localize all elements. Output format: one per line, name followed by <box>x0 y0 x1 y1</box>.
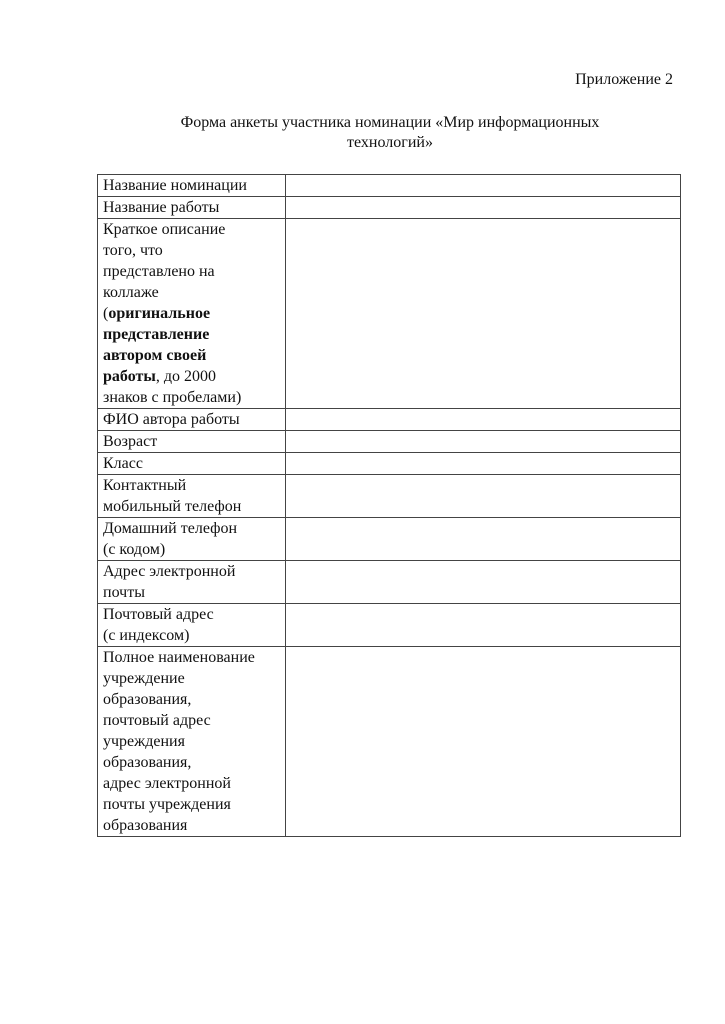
field-label-line <box>103 453 281 474</box>
form-row-work-name <box>98 197 681 219</box>
field-label-text: Возраст <box>103 433 158 450</box>
form-row-nomination-name <box>98 175 681 197</box>
field-label-line <box>103 752 281 773</box>
form-row-mobile-phone <box>98 475 681 518</box>
field-label-text: образования, <box>103 691 192 708</box>
field-label-postal-address <box>98 604 286 647</box>
field-label-line <box>103 197 281 218</box>
field-label-line <box>103 324 281 345</box>
field-label-line <box>103 518 281 539</box>
field-label-line <box>103 219 281 240</box>
form-row-description <box>98 219 681 409</box>
field-label-line <box>103 604 281 625</box>
field-label-author-name <box>98 409 286 431</box>
form-row-institution <box>98 647 681 837</box>
field-value-nomination-name[interactable] <box>286 175 681 197</box>
field-label-line <box>103 261 281 282</box>
field-label-line <box>103 668 281 689</box>
field-label-line <box>103 282 281 303</box>
field-label-text: почтовый адрес <box>103 712 211 729</box>
field-label-text: знаков с пробелами) <box>103 389 242 406</box>
field-label-line <box>103 710 281 731</box>
field-label-line <box>103 561 281 582</box>
field-label-text: учреждения <box>103 733 185 750</box>
field-label-line <box>103 409 281 430</box>
field-label-text: коллаже <box>103 284 159 301</box>
field-label-line <box>103 303 281 324</box>
field-label-email <box>98 561 286 604</box>
field-value-postal-address[interactable] <box>286 604 681 647</box>
form-title-line-2: технологий» <box>347 134 433 151</box>
questionnaire-table <box>97 174 681 837</box>
field-label-bold-text: работы <box>103 368 156 385</box>
field-label-line <box>103 496 281 517</box>
field-label-nomination-name <box>98 175 286 197</box>
field-value-work-name[interactable] <box>286 197 681 219</box>
field-label-line <box>103 794 281 815</box>
field-value-home-phone[interactable] <box>286 518 681 561</box>
field-label-line <box>103 539 281 560</box>
field-label-text: Краткое описание <box>103 221 226 238</box>
field-value-author-name[interactable] <box>286 409 681 431</box>
field-value-email[interactable] <box>286 561 681 604</box>
field-label-age <box>98 431 286 453</box>
form-row-home-phone <box>98 518 681 561</box>
field-label-text: Контактный <box>103 477 187 494</box>
field-label-text: Адрес электронной <box>103 563 236 580</box>
field-label-bold-text: оригинальное <box>108 305 211 322</box>
field-label-line <box>103 815 281 836</box>
field-label-line <box>103 387 281 408</box>
field-value-grade[interactable] <box>286 453 681 475</box>
field-value-age[interactable] <box>286 431 681 453</box>
field-label-text: , до 2000 <box>155 368 216 385</box>
field-label-line <box>103 175 281 196</box>
field-label-text: образования, <box>103 754 192 771</box>
field-label-line <box>103 366 281 387</box>
field-label-text: Название номинации <box>103 177 247 194</box>
field-label-line <box>103 582 281 603</box>
field-label-text: образования <box>103 817 188 834</box>
field-label-line <box>103 345 281 366</box>
field-label-line <box>103 431 281 452</box>
field-label-line <box>103 773 281 794</box>
field-label-text: учреждение <box>103 670 185 687</box>
form-title-line-1: Форма анкеты участника номинации «Мир информационных <box>180 114 600 131</box>
field-label-text: мобильный телефон <box>103 498 242 515</box>
field-label-line <box>103 731 281 752</box>
field-value-description[interactable] <box>286 219 681 409</box>
field-label-text: (с индексом) <box>103 627 190 644</box>
field-label-bold-text: представление <box>103 326 210 343</box>
field-label-line <box>103 240 281 261</box>
field-label-home-phone <box>98 518 286 561</box>
field-label-mobile-phone <box>98 475 286 518</box>
field-label-text: Домашний телефон <box>103 520 238 537</box>
field-label-institution <box>98 647 286 837</box>
field-label-line <box>103 625 281 646</box>
field-label-description <box>98 219 286 409</box>
field-label-text: Почтовый адрес <box>103 606 214 623</box>
field-value-mobile-phone[interactable] <box>286 475 681 518</box>
field-value-institution[interactable] <box>286 647 681 837</box>
field-label-text: ФИО автора работы <box>103 411 240 428</box>
appendix-label: Приложение 2 <box>575 71 673 88</box>
form-row-grade <box>98 453 681 475</box>
field-label-line <box>103 689 281 710</box>
field-label-text: представлено на <box>103 263 215 280</box>
field-label-work-name <box>98 197 286 219</box>
form-row-email <box>98 561 681 604</box>
form-row-postal-address <box>98 604 681 647</box>
field-label-text: почты учреждения <box>103 796 231 813</box>
field-label-text: (с кодом) <box>103 541 166 558</box>
field-label-grade <box>98 453 286 475</box>
form-row-author-name <box>98 409 681 431</box>
form-row-age <box>98 431 681 453</box>
field-label-text: Класс <box>103 455 143 472</box>
field-label-text: Полное наименование <box>103 649 255 666</box>
field-label-line <box>103 647 281 668</box>
field-label-text: почты <box>103 584 145 601</box>
field-label-line <box>103 475 281 496</box>
field-label-text: того, что <box>103 242 163 259</box>
form-title <box>90 113 690 153</box>
field-label-bold-text: автором своей <box>103 347 207 364</box>
questionnaire-table-body <box>98 175 681 837</box>
field-label-text: ( <box>103 305 109 322</box>
field-label-text: адрес электронной <box>103 775 231 792</box>
field-label-text: Название работы <box>103 199 220 216</box>
